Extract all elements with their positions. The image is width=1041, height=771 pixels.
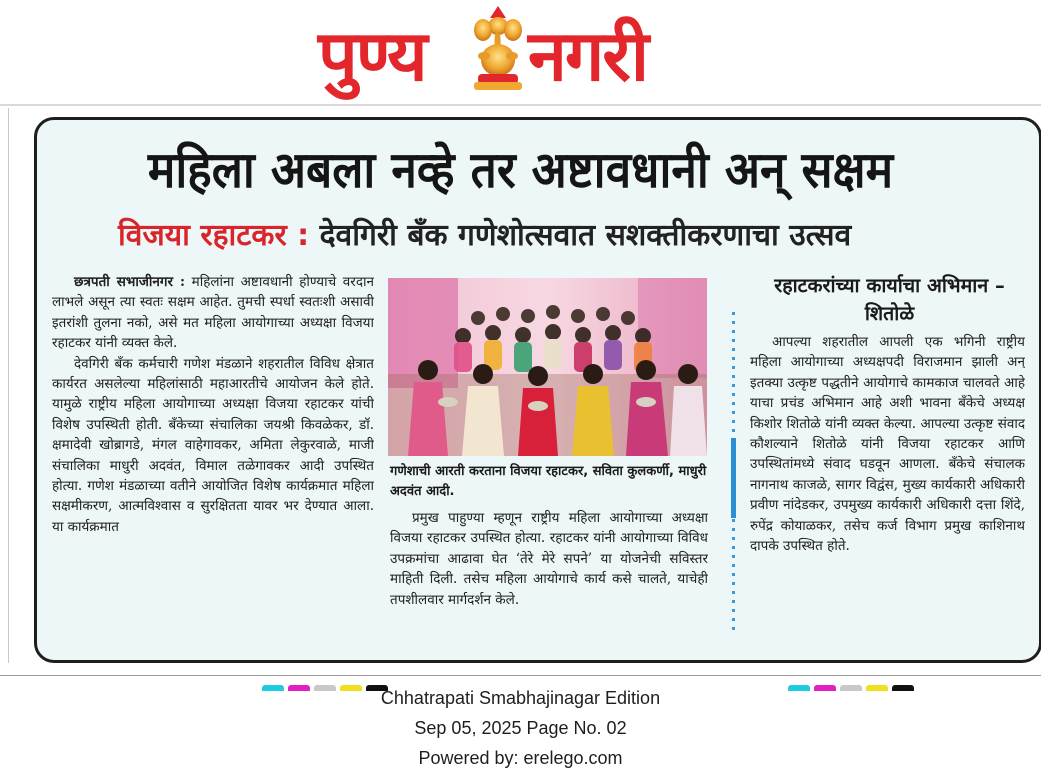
side-headline: रहाटकरांच्या कार्याचा अभिमान – शितोळे (774, 274, 1005, 325)
subhead-name: विजया रहाटकर : (118, 218, 310, 253)
ganesha-icon (466, 4, 530, 92)
left-column (52, 272, 374, 648)
masthead (0, 0, 1041, 108)
subhead (118, 214, 998, 258)
masthead-rule (0, 104, 1041, 106)
column-divider-accent (731, 438, 736, 518)
dateline: छत्रपती सभाजीनगर : (74, 274, 186, 290)
article-photo (388, 278, 707, 456)
side-para: आपल्या शहरातील आपली एक भगिनी राष्ट्रीय महिला आयोगाच्या अध्यक्षपदी विराजमान झाली अन् इतक्या उत्कृष्ट पद्धतीने आयोगाचे कामकाज चालवते आहे याचा प्रचंड अभिमान आहे अशी भावना बँकेचे अध्यक्ष किशोर शितोळे यांनी व्यक्त केल्या. आपल्या उत्कृष्ट संवाद कौशल्याने शितोळे यांनी विजया रहाटकर आणि उपस्थितांमध्ये संवाद घडवून आणला. बँकेचे संचालक नागनाथ काजळे, सागर विद्वंस, मुख्य कार्यकारी अधिकारी प्रवीण नांदेडकर, उपमुख्य कार्यकारी अधिकारी दत्ता शिंदे, रुपेंद्र कोयाळकर, तसेच कर्ज विभाग प्रमुख काशिनाथ दापके उपस्थित होते. (750, 334, 1025, 555)
logo-text-left: पुण्य (318, 15, 426, 97)
photo-image (388, 278, 707, 456)
left-para-1: महिलांना अष्टावधानी होण्याचे वरदान लाभले असून त्या स्वतः सक्षम आहेत. तुमची स्पर्धा स्वतःशी असावी इतरांशी तुलना नको, असे मत महिला आयोगाच्या अध्यक्षा विजया रहाटकर यांनी व्यक्त केले. (52, 274, 374, 352)
photo-caption: गणेशाची आरती करताना विजया रहाटकर, सविता कुलकर्णी, माधुरी अदवंत आदी. (390, 464, 707, 499)
mid-para: प्रमुख पाहुण्या म्हणून राष्ट्रीय महिला आयोगाच्या अध्यक्षा विजया रहाटकर उपस्थित होत्या. रहाटकर यांनी आयोगाच्या विविध उपक्रमांचा आढावा घेत ‘तेरे मेरे सपने’ या योजनेची सविस्तर माहिती दिली. तसेच महिला आयोगाचे कार्य कसे चालते, याचेही तपशीलवार मार्गदर्शन केले. (390, 510, 708, 608)
edition-label: Chhatrapati Smabhajinagar Edition (380, 688, 661, 708)
left-para-2: देवगिरी बँक कर्मचारी गणेश मंडळाने शहरातील विविध क्षेत्रात कार्यरत असलेल्या महिलांसाठी महाआरतीचे आयोजन केले होते. यामुळे राष्ट्रीय महिला आयोगाच्या अध्यक्षा विजया रहाटकर यांची विशेष उपस्थिती होती. बँकेच्या संचालिका जयश्री किवळेकर, डॉ. क्षमादेवी खोब्रागडे, मंगल वाहेगावकर, अमिता लेकुरवाळे, माजी संचालिका माधुरी अदवंत, विमाल तळेगावकर आदी उपस्थित होत्या. गणेश मंडळाच्या वतीने आयोजित विशेष कार्यक्रमात महिला सक्षमीकरण, आत्मविश्वास व सुरक्षितता यावर भर देण्यात आला. या कार्यक्रमात (52, 355, 374, 535)
powered-by-link[interactable]: Powered by: erelego.com (418, 748, 623, 768)
page-edge-line (8, 108, 9, 663)
logo-text-right: नगरी (528, 15, 648, 97)
headline: महिला अबला नव्हे तर अष्टावधानी अन् सक्षम (147, 141, 894, 199)
subhead-text: देवगिरी बँक गणेशोत्सवात सशक्तीकरणाचा उत्सव (319, 218, 852, 253)
registration-marks-left (262, 676, 404, 682)
middle-column (390, 508, 708, 648)
date-page-label: Sep 05, 2025 Page No. 02 (414, 718, 627, 738)
registration-marks-right (788, 676, 930, 682)
right-column (750, 332, 1025, 652)
